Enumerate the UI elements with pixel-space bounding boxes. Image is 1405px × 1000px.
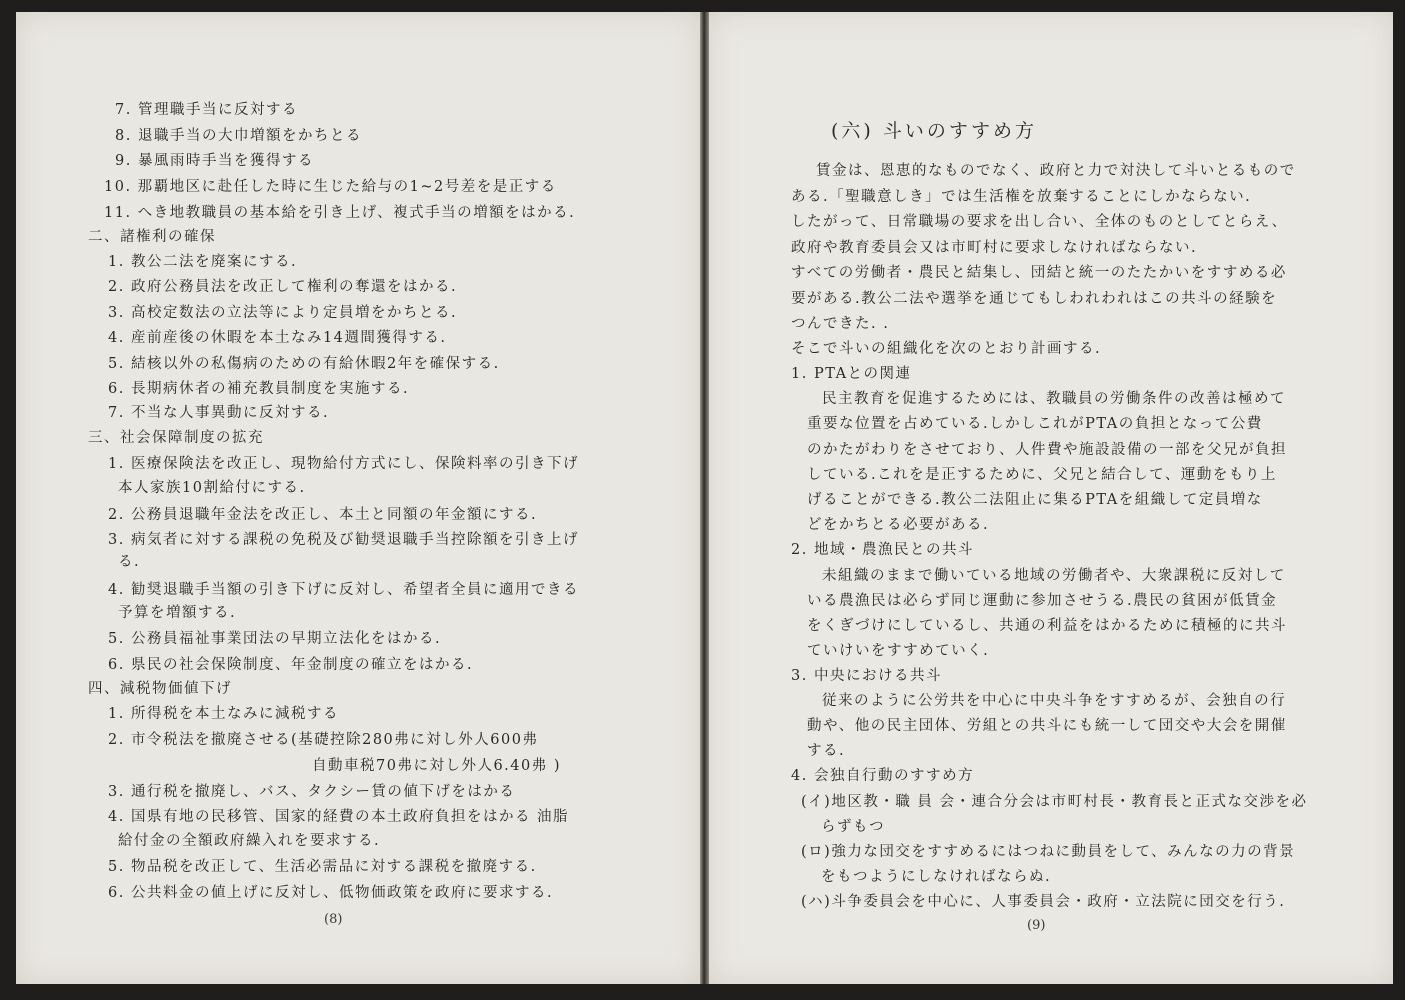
text-line: 予算を増額する. — [118, 605, 237, 621]
text-line: ある.「聖職意しき」では生活権を放棄することにしかならない. — [791, 189, 1252, 205]
text-line: (イ)地区教・職 員 会・連合分会は市町村長・教育長と正式な交渉を必 — [801, 794, 1308, 810]
text-line: る. — [118, 554, 141, 570]
text-line: している.これを是正するために、父兄と結合して、運動をもり上 — [807, 467, 1277, 483]
text-line: 要がある.教公二法や選挙を通じてもしわれわれはこの共斗の経験を — [791, 291, 1278, 307]
text-line: 6. 公共料金の値上げに反対し、低物価政策を政府に要求する. — [108, 885, 554, 901]
text-line: 自動車税70弗に対し外人6.40弗 ) — [312, 758, 562, 774]
text-line: 賃金は、恩恵的なものでなく、政府と力で対決して斗いとるもので — [816, 163, 1296, 179]
section-heading: 四、減税物価値下げ — [88, 681, 232, 697]
text-line: げることができる.教公二法阻止に集るPTAを組織して定員増な — [807, 492, 1263, 508]
text-line: そこで斗いの組織化を次のとおり計画する. — [791, 341, 1102, 357]
text-line: 6. 県民の社会保険制度、年金制度の確立をはかる. — [108, 657, 474, 673]
subsection-heading: 2. 地域・農漁民との共斗 — [791, 542, 974, 558]
text-line: 4. 国県有地の民移管、国家的経費の本土政府負担をはかる 油脂 — [108, 809, 570, 825]
text-line: をもつようにしなければならぬ. — [821, 869, 1052, 885]
text-line: 1. 所得税を本土なみに減税する — [108, 706, 339, 722]
text-line: 5. 物品税を改正して、生活必需品に対する課税を撤廃する. — [108, 859, 537, 875]
text-line: 5. 結核以外の私傷病のための有給休暇2年を確保する. — [108, 356, 500, 372]
text-line: つんできた. . — [791, 316, 890, 332]
text-line: 4. 産前産後の休暇を本土なみ14週間獲得する. — [108, 330, 447, 346]
text-line: 動や、他の民主団体、労組との共斗にも統一して団交や大会を開催 — [807, 718, 1287, 734]
text-line: 3. 高校定数法の立法等により定員増をかちとる. — [108, 305, 458, 321]
text-line: 2. 市令税法を撤廃させる(基礎控除280弗に対し外人600弗 — [108, 732, 539, 748]
text-line: 7. 管理職手当に反対する — [115, 102, 298, 118]
text-line: 10. 那覇地区に赴任した時に生じた給与の1~2号差を是正する — [104, 179, 557, 195]
page-number: (8) — [324, 912, 343, 927]
text-line: 8. 退職手当の大巾増額をかちとる — [115, 128, 362, 144]
section-heading: 二、諸権利の確保 — [88, 229, 216, 245]
text-line: する. — [807, 743, 846, 759]
text-line: すべての労働者・農民と結集し、団結と統一のたたかいをすすめる必 — [791, 265, 1287, 281]
text-line: をくぎづけにしているし、共通の利益をはかるために積極的に共斗 — [807, 618, 1287, 634]
text-line: 3. 病気者に対する課税の免税及び勧奨退職手当控除額を引き上げ — [108, 532, 579, 548]
book-gutter — [700, 12, 709, 984]
text-line: 2. 政府公務員法を改正して権利の奪還をはかる. — [108, 279, 458, 295]
text-line: 7. 不当な人事異動に反対する. — [108, 405, 330, 421]
text-line: 3. 通行税を撤廃し、バス、タクシー賃の値下げをはかる — [108, 784, 516, 800]
text-line: 1. 医療保険法を改正し、現物給付方式にし、保険料率の引き下げ — [108, 456, 579, 472]
text-line: 5. 公務員福祉事業団法の早期立法化をはかる. — [108, 631, 442, 647]
page-heading: (六) 斗いのすすめ方 — [831, 120, 1038, 142]
text-line: 9. 暴風雨時手当を獲得する — [115, 153, 314, 169]
section-heading: 三、社会保障制度の拡充 — [88, 430, 264, 446]
text-line: ていけいをすすめていく. — [807, 643, 990, 659]
text-line: 民主教育を促進するためには、教職員の労働条件の改善は極めて — [822, 391, 1286, 407]
text-line: いる農漁民は必らず同じ運動に参加させうる.農民の貧困が低賃金 — [807, 593, 1278, 609]
text-line: どをかちとる必要がある. — [807, 517, 990, 533]
text-line: 従来のように公労共を中心に中央斗争をすすめるが、会独自の行 — [822, 693, 1287, 709]
text-line: 未組織のままで働いている地域の労働者や、大衆課税に反対して — [822, 568, 1286, 584]
text-line: 2. 公務員退職年金法を改正し、本土と同額の年金額にする. — [108, 507, 538, 523]
text-line: 4. 勧奨退職手当額の引き下げに反対し、希望者全員に適用できる — [108, 582, 579, 598]
text-line: 6. 長期病休者の補充教員制度を実施する. — [108, 381, 410, 397]
text-line: 給付金の全額政府繰入れを要求する. — [118, 833, 381, 849]
subsection-heading: 1. PTAとの関連 — [791, 366, 912, 382]
text-line: 1. 教公二法を廃案にする. — [108, 254, 298, 270]
subsection-heading: 3. 中央における共斗 — [791, 668, 942, 684]
text-line: 11. へき地教職員の基本給を引き上げ、複式手当の増額をはかる. — [104, 205, 576, 221]
subsection-heading: 4. 会独自行動のすすめ方 — [791, 768, 975, 784]
text-line: 政府や教育委員会又は市町村に要求しなければならない. — [791, 240, 1198, 256]
text-line: (ハ)斗争委員会を中心に、人事委員会・政府・立法院に団交を行う. — [801, 894, 1286, 910]
text-line: のかたがわりをさせており、人件費や施設設備の一部を父兄が負担 — [807, 442, 1287, 458]
text-line: (ロ)強力な団交をすすめるにはつねに動員をして、みんなの力の背景 — [801, 844, 1296, 860]
text-line: したがって、日常職場の要求を出し合い、全体のものとしてとらえ、 — [791, 214, 1288, 230]
left-page — [16, 12, 700, 984]
text-line: 重要な位置を占めている.しかしこれがPTAの負担となって公費 — [807, 416, 1263, 432]
text-line: 本人家族10割給付にする. — [118, 480, 306, 496]
text-line: らずもつ — [821, 819, 885, 835]
right-page — [709, 12, 1393, 984]
page-number: (9) — [1027, 918, 1046, 933]
